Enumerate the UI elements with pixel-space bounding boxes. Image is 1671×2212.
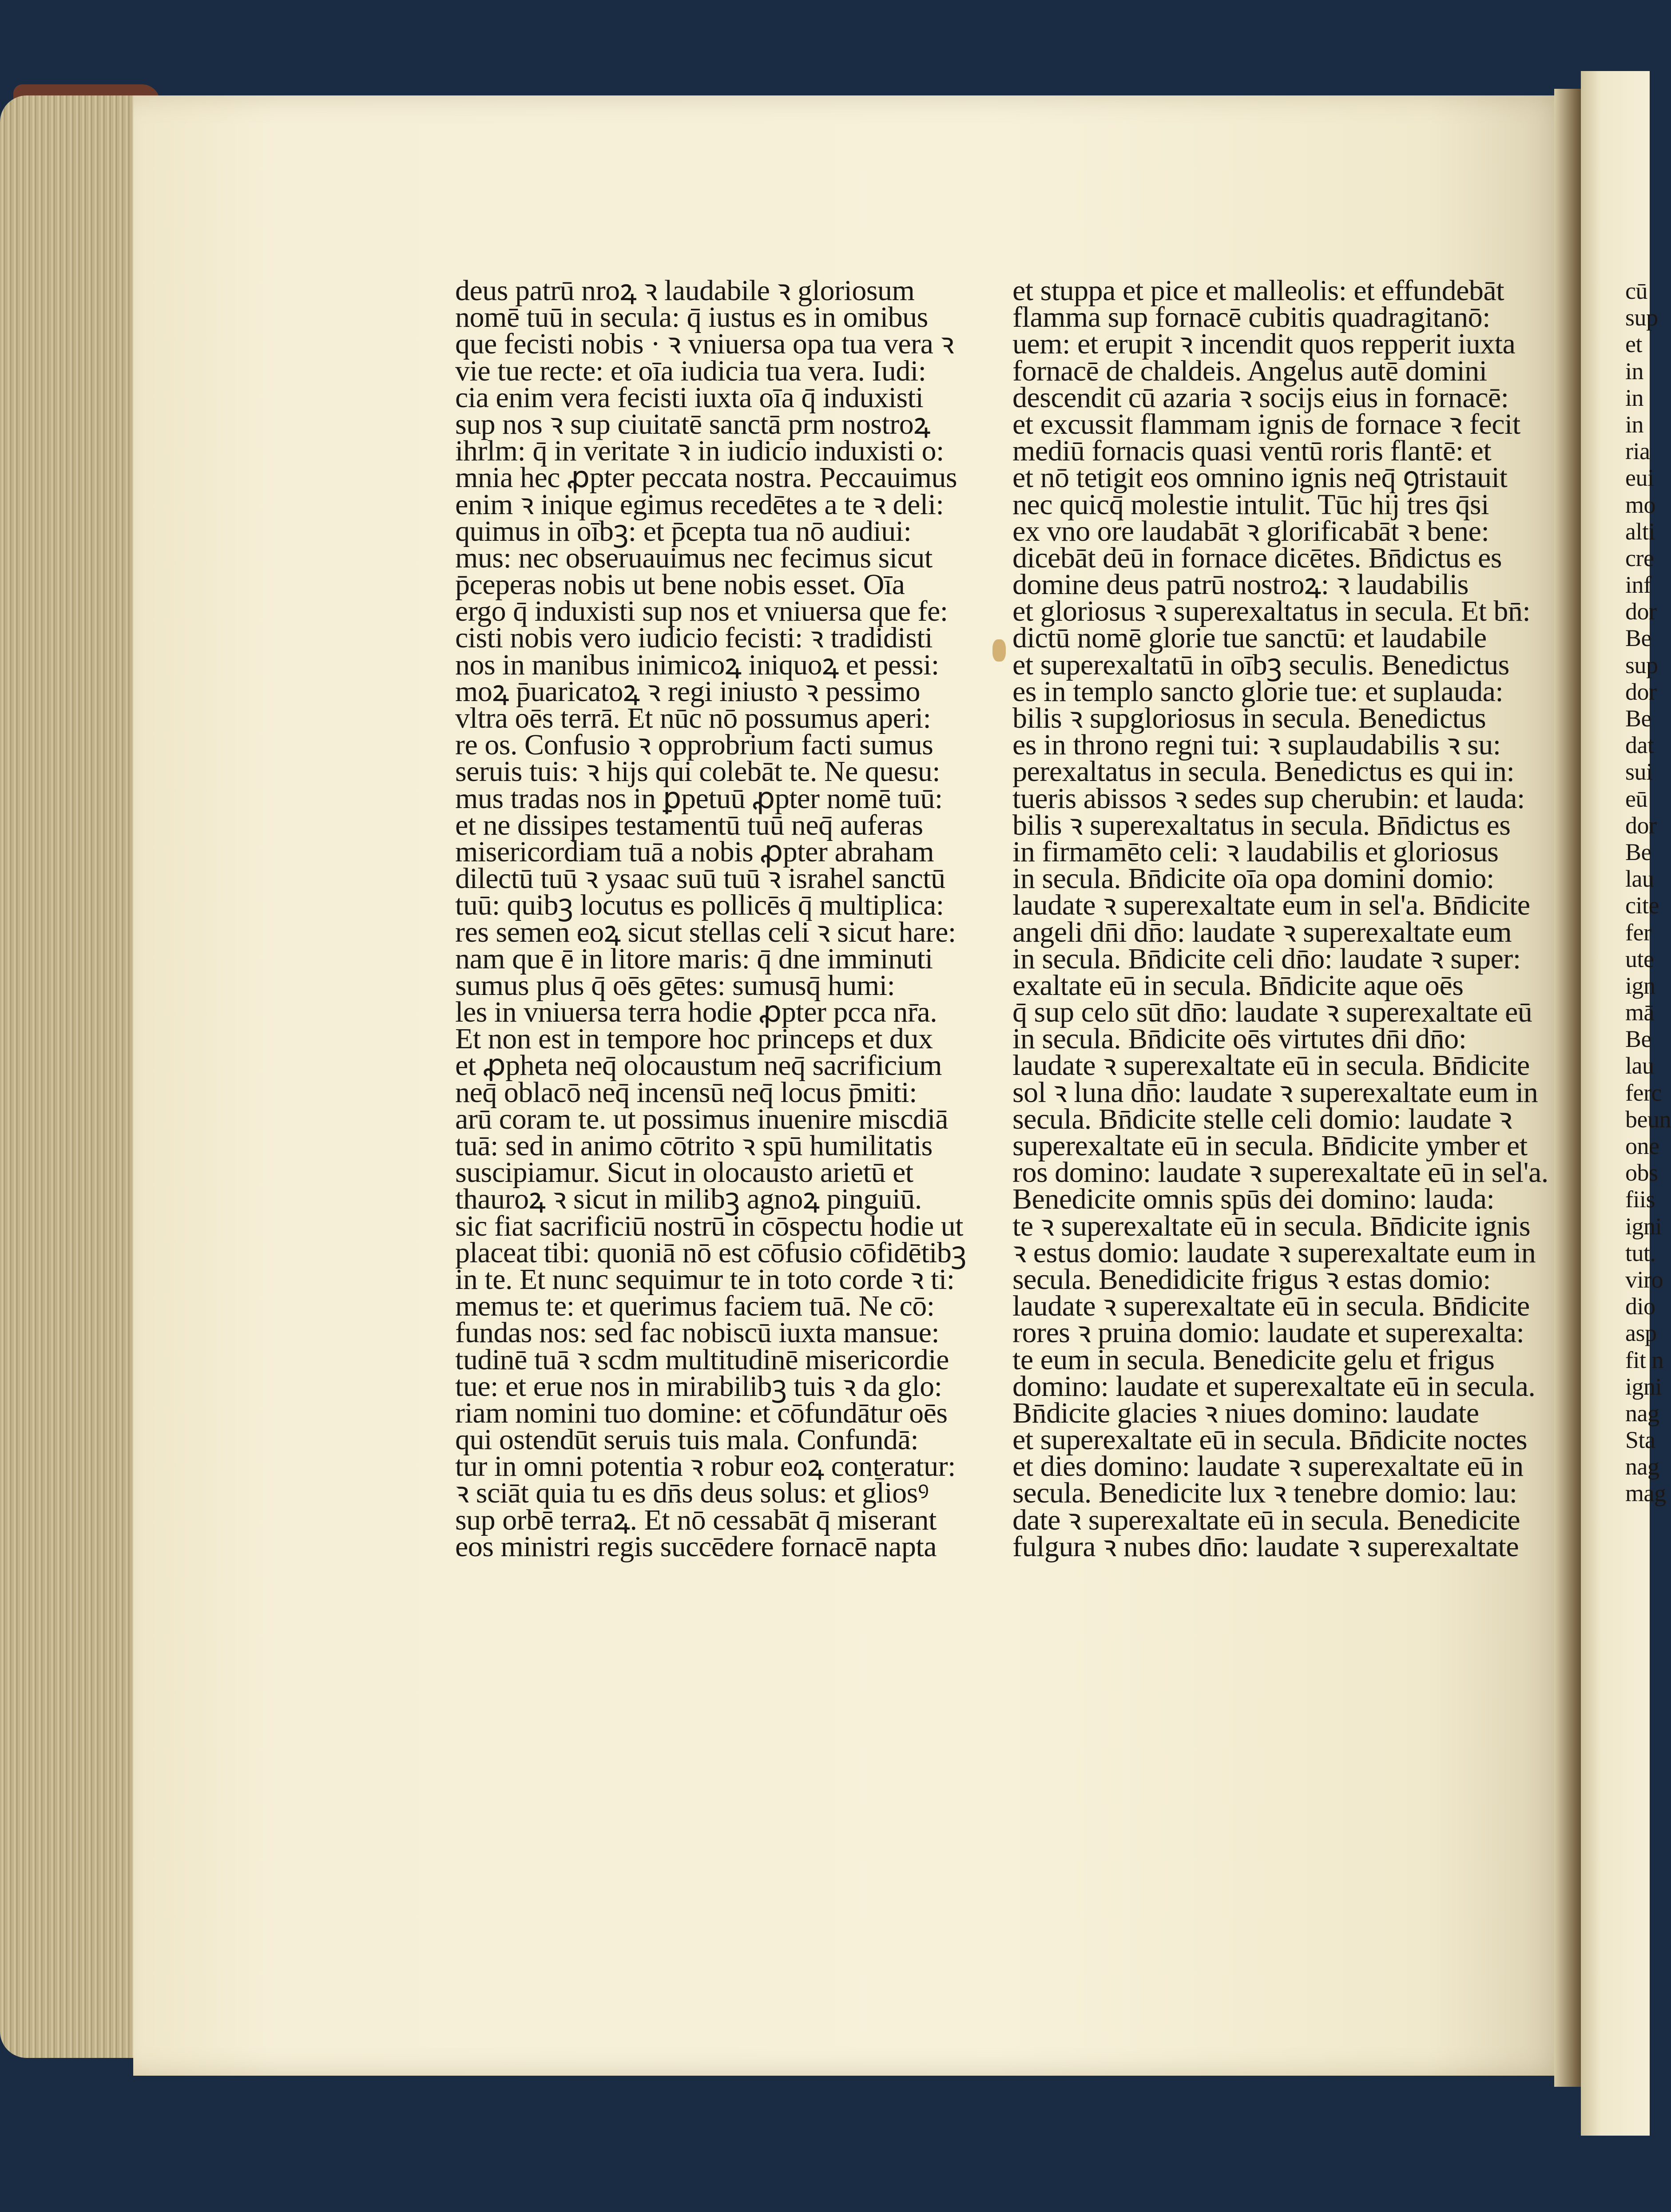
text-line: domine deus patrū nostroꝝ: ꝛ laudabilis bbox=[1012, 568, 1469, 601]
text-line: enim ꝛ inique egimus recedētes a te ꝛ deli: bbox=[455, 488, 944, 521]
text-line: qui ostendūt seruis tuis mala. Confundā: bbox=[455, 1423, 919, 1456]
text-fragment: mā bbox=[1625, 999, 1654, 1026]
text-fragment: dio bbox=[1625, 1293, 1655, 1320]
text-line: rores ꝛ pruina domio: laudate et superexalta: bbox=[1012, 1316, 1524, 1349]
text-line: les in vniuersa terra hodie ꝓpter pcca nr̄a. bbox=[455, 996, 937, 1029]
text-line: cia enim vera fecisti iuxta oīa q̄ induxisti bbox=[455, 381, 924, 414]
text-fragment: mag bbox=[1625, 1480, 1666, 1507]
text-line: et gloriosus ꝛ superexaltatus in secula. Et bn̄: bbox=[1012, 595, 1531, 628]
text-line: te eum in secula. Benedicite gelu et frigus bbox=[1012, 1343, 1495, 1376]
text-line: placeat tibi: quoniā nō est cōfusio cōfidētibꝫ bbox=[455, 1236, 966, 1269]
text-line: vltra oēs terrā. Et nūc nō possumus aperi: bbox=[455, 702, 931, 734]
text-line: fulgura ꝛ nubes dn̄o: laudate ꝛ superexaltate bbox=[1012, 1530, 1519, 1563]
text-line: Bn̄dicite glacies ꝛ niues domino: laudate bbox=[1012, 1396, 1479, 1429]
text-line: te ꝛ superexaltate eū in secula. Bn̄dicite ignis bbox=[1012, 1209, 1531, 1242]
text-line: et superexaltate eū in secula. Bn̄dicite noctes bbox=[1012, 1423, 1528, 1456]
left-text-column bbox=[455, 274, 966, 1563]
text-line: riam nomini tuo domine: et cōfundātur oēs bbox=[455, 1396, 948, 1429]
text-line: sup nos ꝛ sup ciuitatē sanctā prm nostroꝝ bbox=[455, 408, 930, 440]
text-fragment: viro bbox=[1625, 1266, 1663, 1293]
text-fragment: et bbox=[1625, 331, 1642, 358]
text-line: es in templo sancto glorie tue: et suplauda: bbox=[1012, 675, 1504, 708]
text-fragment: ria bbox=[1625, 438, 1650, 465]
text-line: bilis ꝛ superexaltatus in secula. Bn̄dictus es bbox=[1012, 809, 1511, 841]
text-line: ihrlm: q̄ in veritate ꝛ in iudicio induxisti o: bbox=[455, 435, 944, 468]
text-line: laudate ꝛ superexaltate eum in sel'a. Bn̄dicite bbox=[1012, 889, 1530, 922]
text-line: re os. Confusio ꝛ opprobrium facti sumus bbox=[455, 729, 933, 761]
text-line: nomē tuū in secula: q̄ iustus es in omibus bbox=[455, 301, 928, 334]
text-fragment: in bbox=[1625, 411, 1644, 438]
text-line: bilis ꝛ supgloriosus in secula. Benedictus bbox=[1012, 702, 1486, 734]
text-line: perexaltatus in secula. Benedictus es qui in: bbox=[1012, 755, 1515, 788]
text-fragment: in bbox=[1625, 357, 1644, 385]
text-line: dilectū tuū ꝛ ysaac suū tuū ꝛ israhel sanctū bbox=[455, 862, 945, 895]
text-line: in secula. Bn̄dicite oēs virtutes dn̄i dn̄o: bbox=[1012, 1023, 1467, 1055]
text-line: exaltate eū in secula. Bn̄dicite aque oēs bbox=[1012, 969, 1464, 1002]
text-line: et ꝓpheta neq̄ olocaustum neq̄ sacrificium bbox=[455, 1049, 942, 1082]
text-line: secula. Benedicite lux ꝛ tenebre domio: lau: bbox=[1012, 1477, 1517, 1510]
text-fragment: tut. bbox=[1625, 1239, 1656, 1266]
text-line: cisti nobis vero iudicio fecisti: ꝛ tradidisti bbox=[455, 622, 933, 654]
text-fragment: fit n bbox=[1625, 1346, 1663, 1373]
text-line: nam que ē in litore maris: q̄ dne imminuti bbox=[455, 942, 933, 975]
text-line: ros domino: laudate ꝛ superexaltate eū in sel'a. bbox=[1012, 1156, 1548, 1189]
text-line: misericordiam tuā a nobis ꝓpter abraham bbox=[455, 835, 934, 868]
text-line: vie tue recte: et oīa iudicia tua vera. Iudi: bbox=[455, 354, 926, 387]
text-line: ex vno ore laudabāt ꝛ glorificabāt ꝛ bene: bbox=[1012, 515, 1489, 547]
text-fragment: lau bbox=[1625, 865, 1654, 892]
text-line: dictū nomē glorie tue sanctū: et laudabile bbox=[1012, 622, 1487, 654]
text-fragment: in bbox=[1625, 384, 1644, 411]
text-fragment: mo bbox=[1625, 491, 1656, 518]
text-line: in secula. Bn̄dicite oīa opa domini domio: bbox=[1012, 862, 1494, 895]
text-line: in firmamēto celi: ꝛ laudabilis et gloriosus bbox=[1012, 835, 1499, 868]
text-line: neq̄ oblacō neq̄ incensū neq̄ locus p̄miti: bbox=[455, 1076, 917, 1109]
text-line: descendit cū azaria ꝛ socijs eius in fornacē: bbox=[1012, 381, 1509, 414]
text-fragment: asp bbox=[1625, 1320, 1657, 1347]
text-line: superexaltate eū in secula. Bn̄dicite ymber et bbox=[1012, 1130, 1528, 1162]
text-fragment: Be bbox=[1625, 705, 1651, 732]
text-line: et superexaltatū in oībꝫ seculis. Benedictus bbox=[1012, 648, 1509, 681]
text-fragment: dor bbox=[1625, 678, 1657, 705]
text-line: tue: et erue nos in mirabilibꝫ tuis ꝛ da glo: bbox=[455, 1370, 942, 1403]
text-fragment: Sta bbox=[1625, 1427, 1655, 1454]
text-fragment: dat bbox=[1625, 732, 1654, 759]
text-fragment: fiis bbox=[1625, 1186, 1655, 1213]
text-line: uem: et erupit ꝛ incendit quos repperit iuxta bbox=[1012, 328, 1516, 361]
text-line: res semen eoꝝ sicut stellas celi ꝛ sicut hare: bbox=[455, 916, 956, 948]
text-fragment: cū bbox=[1625, 277, 1647, 304]
text-fragment: one bbox=[1625, 1133, 1659, 1159]
text-fragment: ute bbox=[1625, 945, 1654, 972]
text-line: angeli dn̄i dn̄o: laudate ꝛ superexaltate eum bbox=[1012, 916, 1512, 948]
text-line: tur in omni potentia ꝛ robur eoꝝ conteratur: bbox=[455, 1450, 956, 1483]
text-fragment: Be bbox=[1625, 838, 1651, 865]
text-line: sumus plus q̄ oēs gētes: sumusq̄ humi: bbox=[455, 969, 895, 1002]
text-line: fundas nos: sed fac nobiscū iuxta mansue: bbox=[455, 1316, 940, 1349]
text-line: et ne dissipes testamentū tuū neq̄ auferas bbox=[455, 809, 923, 841]
text-fragment: igni bbox=[1625, 1213, 1662, 1240]
text-line: mus tradas nos in ꝑpetuū ꝓpter nomē tuū: bbox=[455, 782, 943, 815]
text-line: fornacē de chaldeis. Angelus autē domini bbox=[1012, 354, 1487, 387]
text-line: tuā: sed in animo cōtrito ꝛ spū humilitatis bbox=[455, 1130, 933, 1162]
text-fragment: nag bbox=[1625, 1453, 1659, 1480]
text-line: mediū fornacis quasi ventū roris flantē: et bbox=[1012, 435, 1492, 468]
text-line: secula. Bn̄dicite stelle celi domio: laudate ꝛ bbox=[1012, 1102, 1512, 1135]
text-line: mus: nec obseruauimus nec fecimus sicut bbox=[455, 541, 933, 574]
text-line: arū coram te. ut possimus inuenire miscdiā bbox=[455, 1102, 948, 1135]
text-line: et stuppa et pice et malleolis: et effundebāt bbox=[1012, 274, 1504, 307]
text-fragment: dor bbox=[1625, 598, 1657, 625]
text-line: nec quicq̄ molestie intulit. Tūc hij tres q̄si bbox=[1012, 488, 1489, 521]
text-fragment: eui bbox=[1625, 464, 1654, 492]
text-fragment: Be bbox=[1625, 625, 1651, 652]
text-line: dicebāt deū in fornace dicētes. Bn̄dictus es bbox=[1012, 541, 1502, 574]
facing-page-text-fragments bbox=[1625, 277, 1671, 1507]
text-fragment: lau bbox=[1625, 1052, 1654, 1079]
text-fragment: beun bbox=[1625, 1106, 1671, 1133]
text-line: et excussit flammam ignis de fornace ꝛ fecit bbox=[1012, 408, 1520, 440]
text-fragment: cre bbox=[1625, 544, 1654, 571]
text-fragment: ign bbox=[1625, 972, 1655, 999]
text-fragment: nag bbox=[1625, 1399, 1659, 1427]
text-fragment: igni bbox=[1625, 1373, 1662, 1400]
text-line: tuū: quibꝫ locutus es pollicēs q̄ multiplica: bbox=[455, 889, 944, 922]
text-line: domino: laudate et superexaltate eū in secula. bbox=[1012, 1370, 1536, 1403]
text-line: date ꝛ superexaltate eū in secula. Benedicite bbox=[1012, 1503, 1520, 1536]
text-fragment: obs bbox=[1625, 1159, 1658, 1186]
text-line: ergo q̄ induxisti sup nos et vniuersa que fe: bbox=[455, 595, 948, 628]
text-line: flamma sup fornacē cubitis quadragitanō: bbox=[1012, 301, 1490, 334]
text-line: Benedicite omnis spūs dei domino: lauda: bbox=[1012, 1183, 1495, 1216]
text-fragment: eū bbox=[1625, 785, 1647, 812]
text-line: sic fiat sacrificiū nostrū in cōspectu hodie ut bbox=[455, 1209, 964, 1242]
text-line: p̄ceperas nobis ut bene nobis esset. Oīa bbox=[455, 568, 905, 601]
right-text-column bbox=[1012, 274, 1548, 1563]
text-fragment: ferc bbox=[1625, 1079, 1662, 1106]
text-line: deus patrū nroꝝ ꝛ laudabile ꝛ gloriosum bbox=[455, 274, 915, 307]
page-fore-edge bbox=[0, 95, 147, 2058]
text-line: ꝛ estus domio: laudate ꝛ superexaltate eum in bbox=[1012, 1236, 1536, 1269]
text-line: quimus in oībꝫ: et p̄cepta tua nō audiui: bbox=[455, 515, 912, 547]
text-line: ꝛ sciāt quia tu es dn̄s deus solus: et gl̄iosꝰ bbox=[455, 1477, 929, 1510]
text-line: q̄ sup celo sūt dn̄o: laudate ꝛ superexaltate eū bbox=[1012, 996, 1532, 1029]
text-line: moꝝ p̄uaricatoꝝ ꝛ regi iniusto ꝛ pessimo bbox=[455, 675, 920, 708]
text-line: laudate ꝛ superexaltate eū in secula. Bn̄dicite bbox=[1012, 1290, 1530, 1323]
text-line: secula. Benedidicite frigus ꝛ estas domio: bbox=[1012, 1263, 1491, 1296]
text-line: sup orbē terraꝝ. Et nō cessabāt q̄ miserant bbox=[455, 1503, 937, 1536]
text-fragment: cite bbox=[1625, 892, 1659, 919]
text-line: es in throno regni tui: ꝛ suplaudabilis ꝛ su: bbox=[1012, 729, 1501, 761]
text-line: et nō tetigit eos omnino ignis neq̄ ꝯtristauit bbox=[1012, 461, 1508, 494]
text-line: in te. Et nunc sequimur te in toto corde ꝛ ti: bbox=[455, 1263, 955, 1296]
text-line: sol ꝛ luna dn̄o: laudate ꝛ superexaltate eum in bbox=[1012, 1076, 1538, 1109]
paper-stain bbox=[992, 639, 1006, 662]
text-line: laudate ꝛ superexaltate eū in secula. Bn̄dicite bbox=[1012, 1049, 1530, 1082]
text-line: tueris abissos ꝛ sedes sup cherubin: et lauda: bbox=[1012, 782, 1525, 815]
text-line: memus te: et querimus faciem tuā. Ne cō: bbox=[455, 1290, 935, 1323]
text-fragment: dor bbox=[1625, 812, 1657, 839]
text-fragment: fer bbox=[1625, 919, 1651, 946]
text-fragment: inf bbox=[1625, 571, 1651, 599]
text-fragment: sup bbox=[1625, 651, 1658, 678]
text-fragment: sup bbox=[1625, 304, 1658, 331]
text-line: eos ministri regis succēdere fornacē napta bbox=[455, 1530, 937, 1563]
text-line: mnia hec ꝓpter peccata nostra. Peccauimus bbox=[455, 461, 957, 494]
text-line: in secula. Bn̄dicite celi dn̄o: laudate ꝛ super: bbox=[1012, 942, 1521, 975]
text-fragment: sui bbox=[1625, 758, 1653, 785]
text-line: que fecisti nobis · ꝛ vniuersa opa tua vera ꝛ bbox=[455, 328, 954, 361]
text-fragment: alti bbox=[1625, 518, 1655, 545]
text-line: nos in manibus inimicoꝝ iniquoꝝ et pessi: bbox=[455, 648, 939, 681]
text-line: et dies domino: laudate ꝛ superexaltate eū in bbox=[1012, 1450, 1524, 1483]
text-line: suscipiamur. Sicut in olocausto arietū et bbox=[455, 1156, 913, 1189]
text-line: thauroꝝ ꝛ sicut in milibꝫ agnoꝝ pinguiū. bbox=[455, 1183, 922, 1216]
text-line: seruis tuis: ꝛ hijs qui colebāt te. Ne quesu: bbox=[455, 755, 941, 788]
text-line: tudinē tuā ꝛ scdm multitudinē misericordie bbox=[455, 1343, 949, 1376]
text-line: Et non est in tempore hoc princeps et dux bbox=[455, 1023, 933, 1055]
text-fragment: Be bbox=[1625, 1026, 1651, 1053]
